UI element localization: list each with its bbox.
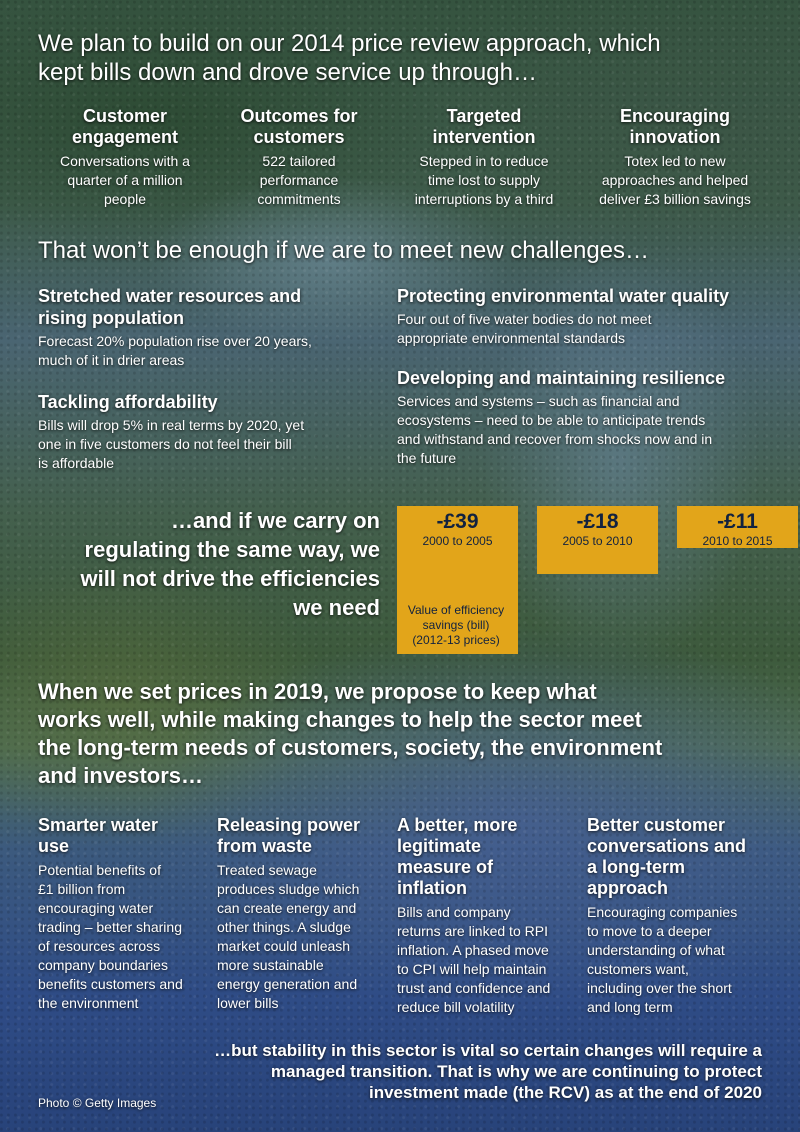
proposal-title-line: conversations and	[587, 836, 747, 856]
proposal-text-line: trading – better sharing	[38, 919, 182, 935]
headline-line: and investors…	[38, 763, 204, 788]
proposal-title-line: approach	[587, 878, 669, 898]
proposal-text	[397, 903, 577, 1017]
pillar-text	[40, 152, 210, 209]
pillar-title	[400, 106, 568, 148]
efficiency-statement	[20, 506, 380, 622]
challenge-water-quality	[397, 285, 787, 348]
bar-category-label: 2010 to 2015	[702, 534, 773, 548]
challenge-text-line: appropriate environmental standards	[397, 330, 626, 346]
proposal-text-line: Encouraging companies	[587, 904, 738, 920]
bar-value-label: -£39	[436, 510, 479, 533]
challenge-text	[397, 310, 787, 348]
proposal-power-from-waste	[217, 815, 392, 1013]
headline-line: kept bills down and drove service up through…	[38, 59, 537, 86]
proposal-text-line: understanding of what	[587, 942, 725, 958]
pillar-text	[400, 152, 568, 209]
challenge-title-line: Stretched water resources and	[38, 286, 302, 306]
headline-new-challenges: That won’t be enough if we are to meet new challenges…	[38, 237, 650, 264]
proposal-text	[587, 903, 777, 1017]
pillar-text	[224, 152, 374, 209]
proposal-title-line: Releasing power	[217, 815, 361, 835]
bar-category-label: 2005 to 2010	[562, 534, 633, 548]
closing-line: …but stability in this sector is vital so certain changes will require a	[214, 1041, 762, 1060]
proposal-customer-conversations	[587, 815, 777, 1017]
challenge-text-line: ecosystems – need to be able to anticipate trends	[397, 412, 706, 428]
headline-line: works well, while making changes to help the sector meet	[38, 707, 642, 732]
headline-price-review	[38, 29, 778, 87]
proposal-title-line: use	[38, 836, 70, 856]
challenge-text-line: Forecast 20% population rise over 20 years,	[38, 333, 312, 349]
chart-bar	[677, 506, 798, 548]
proposal-title-line: inflation	[397, 878, 467, 898]
proposal-text-line: Potential benefits of	[38, 862, 161, 878]
photo-credit: Photo © Getty Images	[38, 1096, 157, 1110]
pillar-text-line: commitments	[257, 191, 341, 207]
proposal-text-line: reduce bill volatility	[397, 999, 515, 1015]
challenge-title	[38, 285, 368, 329]
proposal-title-line: from waste	[217, 836, 313, 856]
challenge-text	[397, 392, 787, 468]
challenge-water-resources	[38, 285, 368, 370]
pillar-text-line: quarter of a million	[67, 172, 183, 188]
proposal-title-line: Better customer	[587, 815, 726, 835]
challenge-text-line: one in five customers do not feel their bill	[38, 436, 292, 452]
statement-line: regulating the same way, we	[84, 537, 380, 562]
proposal-text-line: £1 billion from	[38, 881, 126, 897]
bar-value-label: -£18	[576, 510, 619, 533]
pillar-text	[582, 152, 768, 209]
proposal-text-line: of resources across	[38, 938, 161, 954]
closing-statement	[60, 1040, 762, 1103]
challenge-text-line: Four out of five water bodies do not meet	[397, 311, 652, 327]
proposal-text-line: more sustainable	[217, 957, 324, 973]
pillar-text-line: Stepped in to reduce	[419, 153, 549, 169]
pillar-text-line: deliver £3 billion savings	[599, 191, 751, 207]
challenge-text	[38, 332, 368, 370]
legend-line: (2012-13 prices)	[412, 633, 500, 647]
challenge-title: Tackling affordability	[38, 392, 218, 412]
pillar-title-line: innovation	[629, 127, 721, 147]
pillar-title-line: Targeted	[446, 106, 522, 126]
proposal-text-line: produces sludge which	[217, 881, 360, 897]
headline-2019-proposal	[38, 678, 788, 790]
chart-bar	[537, 506, 658, 574]
statement-line: …and if we carry on	[170, 508, 380, 533]
proposal-title-line: a long-term	[587, 857, 686, 877]
pillar-title	[40, 106, 210, 148]
proposal-text-line: market could unleash	[217, 938, 351, 954]
proposal-text	[217, 861, 392, 1013]
proposal-inflation-measure	[397, 815, 577, 1017]
proposal-title	[587, 815, 777, 899]
closing-line: investment made (the RCV) as at the end of 2020	[369, 1083, 762, 1102]
statement-line: will not drive the efficiencies	[80, 566, 380, 591]
proposal-title	[217, 815, 392, 857]
proposal-text-line: Bills and company	[397, 904, 511, 920]
headline-line: the long-term needs of customers, society, the environment	[38, 735, 663, 760]
proposal-text-line: to CPI will help maintain	[397, 961, 547, 977]
proposal-text-line: including over the short	[587, 980, 732, 996]
pillar-innovation	[582, 106, 768, 209]
proposal-smarter-water-use	[38, 815, 213, 1013]
pillar-title-line: customers	[253, 127, 345, 147]
pillar-title-line: Customer	[82, 106, 167, 126]
pillar-title-line: Outcomes for	[240, 106, 358, 126]
proposal-title-line: A better, more	[397, 815, 518, 835]
legend-line: Value of efficiency	[407, 603, 505, 617]
proposal-title-line: Smarter water	[38, 815, 159, 835]
pillar-text-line: approaches and helped	[601, 172, 749, 188]
proposal-text-line: company boundaries	[38, 957, 168, 973]
challenge-text-line: Bills will drop 5% in real terms by 2020, yet	[38, 417, 305, 433]
proposal-text-line: can create energy and	[217, 900, 357, 916]
proposal-text-line: trust and confidence and	[397, 980, 551, 996]
proposal-text-line: energy generation and	[217, 976, 358, 992]
proposal-title-line: measure of	[397, 857, 494, 877]
proposal-text-line: the environment	[38, 995, 139, 1011]
challenge-text-line: much of it in drier areas	[38, 352, 185, 368]
challenge-text-line: Services and systems – such as financial and	[397, 393, 680, 409]
pillar-title-line: intervention	[432, 127, 536, 147]
chart-legend	[398, 603, 514, 648]
pillar-title	[224, 106, 374, 148]
proposal-text-line: benefits customers and	[38, 976, 183, 992]
pillar-text-line: Conversations with a	[60, 153, 190, 169]
pillar-targeted-intervention	[400, 106, 568, 209]
challenge-text	[38, 416, 368, 473]
pillar-customer-engagement	[40, 106, 210, 209]
challenge-resilience	[397, 367, 787, 468]
pillar-text-line: Totex led to new	[624, 153, 726, 169]
proposal-title	[38, 815, 213, 857]
proposal-text-line: Treated sewage	[217, 862, 317, 878]
pillar-title-line: engagement	[71, 127, 179, 147]
proposal-text-line: and long term	[587, 999, 673, 1015]
challenge-text-line: is affordable	[38, 455, 115, 471]
pillar-outcomes	[224, 106, 374, 209]
pillar-text-line: interruptions by a third	[414, 191, 554, 207]
pillar-title-line: Encouraging	[619, 106, 730, 126]
headline-line: When we set prices in 2019, we propose to keep what	[38, 679, 597, 704]
headline-line: We plan to build on our 2014 price review approach, which	[38, 30, 661, 57]
proposal-text-line: other things. A sludge	[217, 919, 351, 935]
pillar-text-line: performance	[259, 172, 339, 188]
proposal-text-line: encouraging water	[38, 900, 154, 916]
pillar-text-line: 522 tailored	[262, 153, 336, 169]
challenge-title: Protecting environmental water quality	[397, 286, 730, 306]
challenge-title: Developing and maintaining resilience	[397, 368, 726, 388]
bar-value-label: -£11	[717, 510, 758, 533]
proposal-text-line: lower bills	[217, 995, 279, 1011]
proposal-title-line: legitimate	[397, 836, 482, 856]
challenge-affordability	[38, 391, 368, 473]
proposal-title	[397, 815, 577, 899]
pillar-title	[582, 106, 768, 148]
bar-category-label: 2000 to 2005	[422, 534, 493, 548]
proposal-text-line: to move to a deeper	[587, 923, 712, 939]
proposal-text-line: customers want,	[587, 961, 689, 977]
proposal-text	[38, 861, 213, 1013]
legend-line: savings (bill)	[422, 618, 490, 632]
pillar-text-line: people	[103, 191, 147, 207]
proposal-text-line: inflation. A phased move	[397, 942, 549, 958]
challenge-title-line: rising population	[38, 308, 184, 328]
challenge-text-line: the future	[397, 450, 457, 466]
challenge-text-line: and withstand and recover from shocks now and in	[397, 431, 713, 447]
statement-line: we need	[293, 595, 380, 620]
pillar-text-line: time lost to supply	[427, 172, 541, 188]
proposal-text-line: returns are linked to RPI	[397, 923, 548, 939]
closing-line: managed transition. That is why we are continuing to protect	[270, 1062, 762, 1081]
